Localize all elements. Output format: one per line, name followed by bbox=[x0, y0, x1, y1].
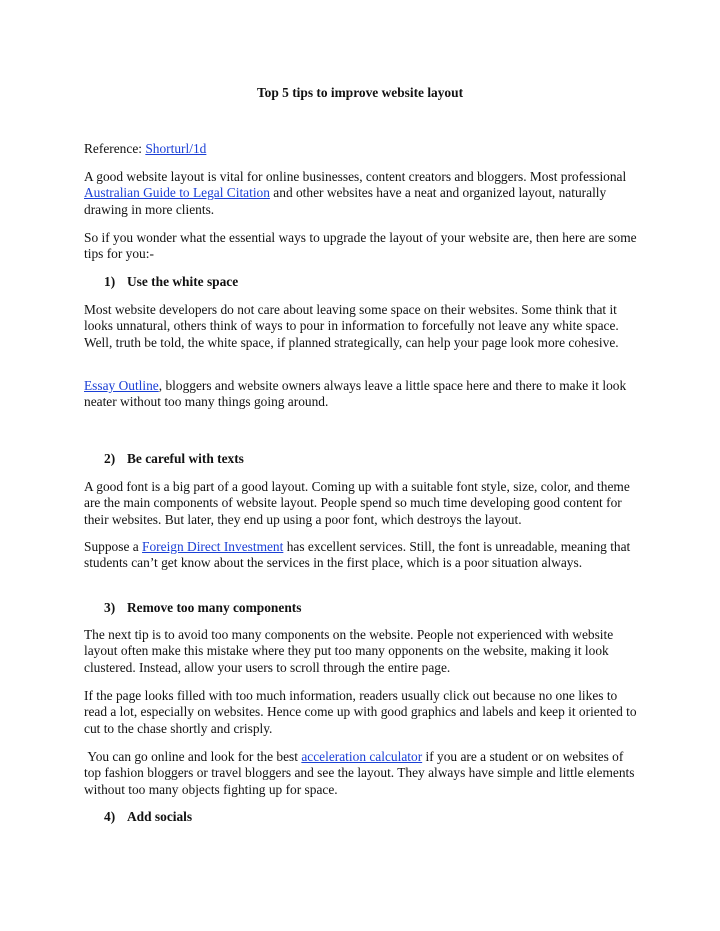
section-3-paragraph-2: If the page looks filled with too much information, readers usually click out because no one likes to read a lot, especially on websites. Hence come up with good graphics and labels and keep it oriented to cut to the chase shortly and crisply. bbox=[84, 688, 637, 736]
section-2-heading bbox=[104, 451, 244, 467]
reference-label: Reference: bbox=[84, 141, 146, 156]
section-2-paragraph-2-before: Suppose a bbox=[84, 539, 143, 554]
section-3-paragraph-3 bbox=[84, 749, 640, 798]
section-3-paragraph-3-before: You can go online and look for the best bbox=[84, 749, 302, 764]
intro-paragraph-2: So if you wonder what the essential ways to upgrade the layout of your website are, then here are some tips for you:- bbox=[84, 230, 637, 262]
section-4-title: Add socials bbox=[127, 809, 193, 824]
section-1-paragraph-2 bbox=[84, 378, 640, 411]
essay-outline-link[interactable]: Essay Outline bbox=[84, 378, 159, 393]
section-2-paragraph-2-after: has excellent services. Still, the font is unreadable, meaning that students can’t get know about the services in the first place, which is a poor situation always. bbox=[84, 539, 631, 571]
section-3-paragraph-1: The next tip is to avoid too many components on the website. People not experienced with website layout often make this mistake where they put too many opponents on the website, making it look clustered. Instead, allow your users to scroll through the entire page. bbox=[84, 627, 614, 675]
section-2-paragraph-1: A good font is a big part of a good layout. Coming up with a suitable font style, size, color, and theme are the main components of website layout. People spend so much time developing good content for their websites. But later, they end up using a poor font, which destroys the layout. bbox=[84, 479, 630, 527]
section-4-number: 4) bbox=[104, 809, 116, 824]
section-2-number: 2) bbox=[104, 451, 116, 466]
section-1-heading bbox=[104, 274, 238, 290]
reference-link[interactable]: Shorturl/1d bbox=[145, 141, 207, 156]
australian-guide-link[interactable]: Australian Guide to Legal Citation bbox=[84, 185, 270, 201]
section-3-heading bbox=[104, 600, 301, 616]
section-3-paragraph-3-after: if you are a student or on websites of top fashion bloggers or travel bloggers and see the layout. They always have simple and little elements without too many objects fighting up for space. bbox=[84, 749, 635, 797]
section-2-title: Be careful with texts bbox=[127, 451, 244, 466]
section-1-paragraph-2-text: , bloggers and website owners always leave a little space here and there to make it look neater without too many things going around. bbox=[84, 378, 627, 410]
intro-paragraph-1 bbox=[84, 169, 640, 218]
document-title: Top 5 tips to improve website layout bbox=[256, 85, 464, 100]
reference-line bbox=[84, 141, 640, 157]
intro1-text-before: A good website layout is vital for online businesses, content creators and bloggers. Most professional bbox=[84, 169, 627, 184]
acceleration-calculator-link[interactable]: acceleration calculator bbox=[301, 749, 423, 764]
section-2-paragraph-2 bbox=[84, 539, 640, 572]
section-1-number: 1) bbox=[104, 274, 116, 289]
intro1-text-after: and other websites have a neat and organized layout, naturally drawing in more clients. bbox=[84, 185, 607, 217]
foreign-direct-investment-link[interactable]: Foreign Direct Investment bbox=[142, 539, 284, 554]
section-1-title: Use the white space bbox=[127, 274, 239, 289]
section-1-paragraph-1: Most website developers do not care about leaving some space on their websites. Some think that it looks unnatural, others think of ways to pour in information to forcefully not leave any white space. Well, truth be told, the white space, if planned strategically, can help your page look more cohesive. bbox=[84, 302, 619, 350]
section-3-number: 3) bbox=[104, 600, 116, 615]
section-3-title: Remove too many components bbox=[127, 600, 302, 615]
section-4-heading bbox=[104, 809, 192, 825]
